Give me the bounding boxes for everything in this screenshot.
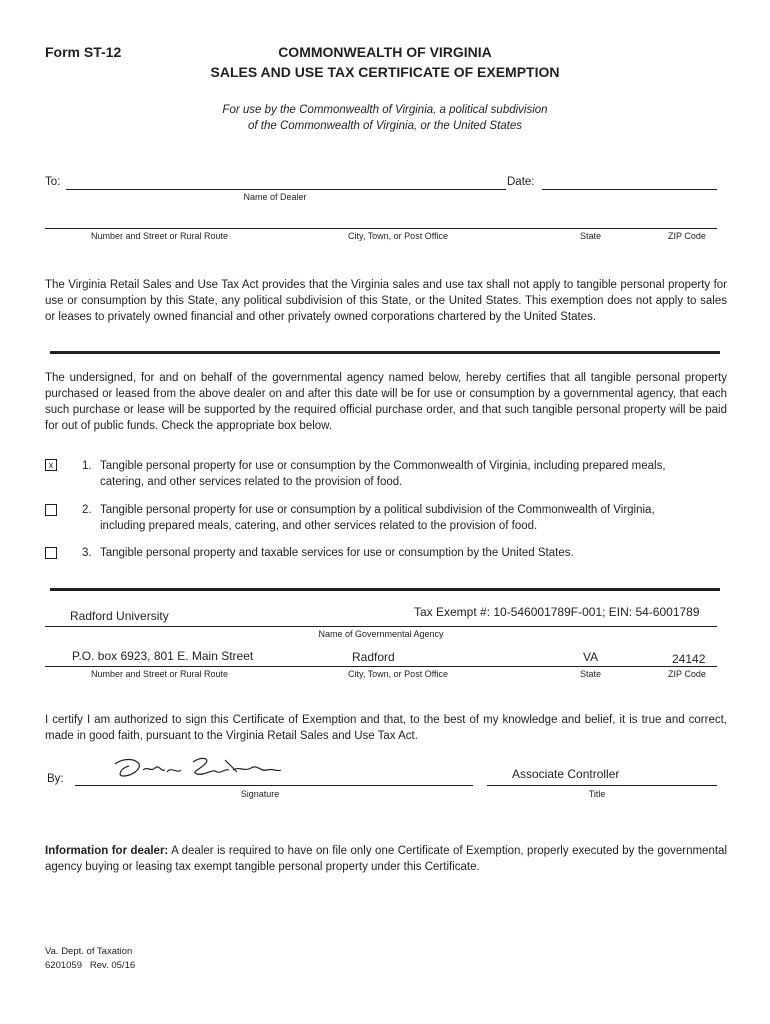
dealer-state-caption: State <box>580 231 602 241</box>
by-label: By: <box>47 773 64 785</box>
agency-street-value[interactable]: P.O. box 6923, 801 E. Main Street <box>72 649 254 663</box>
agency-address-line <box>45 666 717 667</box>
option-1-checkbox[interactable]: x <box>45 459 57 471</box>
dealer-address-line[interactable] <box>45 228 717 229</box>
option-3-checkbox[interactable] <box>45 547 57 559</box>
option-2 <box>82 502 727 534</box>
option-2-line1: Tangible personal property for use or consumption by a political subdivision of the Commonwealth of Virginia, <box>100 504 655 516</box>
certify-statement: I certify I am authorized to sign this Certificate of Exemption and that, to the best of my knowledge and belief, it is true and correct, made in good faith, pursuant to the Virginia Retail Sales and Use Tax Act. <box>45 714 727 742</box>
footer-department: Va. Dept. of Taxation <box>45 946 133 957</box>
title-value[interactable]: Associate Controller <box>512 767 620 781</box>
agency-street-caption: Number and Street or Rural Route <box>91 669 229 679</box>
agency-state-caption: State <box>580 669 602 679</box>
dealer-info-heading: Information for dealer: <box>45 845 169 857</box>
to-label: To: <box>45 176 61 188</box>
agency-name-caption: Name of Governmental Agency <box>318 629 444 639</box>
option-2-number: 2. <box>82 504 92 516</box>
option-1-number: 1. <box>82 460 92 472</box>
signature-image <box>105 750 285 786</box>
dealer-info-text: A dealer is required to have on file only one Certificate of Exemption, properly executed by the governmental agency buying or leasing tax exempt tangible personal property under this Certificate. <box>45 845 727 873</box>
agency-zip-caption: ZIP Code <box>668 669 706 679</box>
title-caption: Title <box>588 789 606 799</box>
dealer-city-caption: City, Town, or Post Office <box>348 231 449 241</box>
option-3-number: 3. <box>82 547 92 559</box>
form-id: Form ST-12 <box>45 44 122 60</box>
dealer-name-line[interactable] <box>66 189 506 190</box>
date-line[interactable] <box>542 189 717 190</box>
agency-tax-exempt-value[interactable]: Tax Exempt #: 10-546001789F-001; EIN: 54-6001789 <box>414 605 700 619</box>
agency-name-line <box>45 626 717 627</box>
agency-city-value[interactable]: Radford <box>352 650 395 664</box>
option-3 <box>82 545 727 561</box>
title-line <box>487 785 717 786</box>
form-title-line1: COMMONWEALTH OF VIRGINIA <box>278 44 492 60</box>
act-paragraph: The Virginia Retail Sales and Use Tax Act provides that the Virginia sales and use tax shall not apply to tangible personal property for use or consumption by this State, any political subdivision of this State, or the United States. This exemption does not apply to sales or leases to privately owned financial and other privately owned corporations chartered by the United States. <box>45 279 727 323</box>
agency-name-value[interactable]: Radford University <box>70 609 169 623</box>
signature-caption: Signature <box>240 789 280 799</box>
agency-zip-value[interactable]: 24142 <box>672 652 706 666</box>
date-label: Date: <box>507 176 535 188</box>
dealer-name-caption: Name of Dealer <box>243 192 307 202</box>
agency-state-value[interactable]: VA <box>583 650 599 664</box>
form-title-line2: SALES AND USE TAX CERTIFICATE OF EXEMPTION <box>210 64 560 80</box>
option-3-line1: Tangible personal property and taxable services for use or consumption by the United States. <box>100 547 574 559</box>
section-divider-top <box>50 351 720 354</box>
option-1-line2: catering, and other services related to the provision of food. <box>100 476 403 488</box>
form-subtitle-line2: of the Commonwealth of Virginia, or the United States <box>247 120 523 132</box>
dealer-zip-caption: ZIP Code <box>668 231 706 241</box>
dealer-info <box>45 843 727 875</box>
certify-paragraph: The undersigned, for and on behalf of the governmental agency named below, hereby certifies that all tangible personal property purchased or leased from the above dealer on and after this date will be for use or consumption by a governmental agency, that each such purchase or lease will be supported by the required official purchase order, and that such tangible personal property will be paid for out of public funds. Check the appropriate box below. <box>45 372 727 432</box>
section-divider-bottom <box>50 588 720 591</box>
option-1 <box>82 458 727 490</box>
dealer-street-caption: Number and Street or Rural Route <box>91 231 229 241</box>
form-subtitle-line1: For use by the Commonwealth of Virginia, a political subdivision <box>222 104 548 116</box>
option-2-checkbox[interactable] <box>45 504 57 516</box>
agency-city-caption: City, Town, or Post Office <box>348 669 449 679</box>
option-2-line2: including prepared meals, catering, and other services related to the provision of food. <box>100 520 538 532</box>
footer-form-number: 6201059 Rev. 05/16 <box>45 960 136 971</box>
option-1-line1: Tangible personal property for use or consumption by the Commonwealth of Virginia, including prepared meals, <box>100 460 666 472</box>
